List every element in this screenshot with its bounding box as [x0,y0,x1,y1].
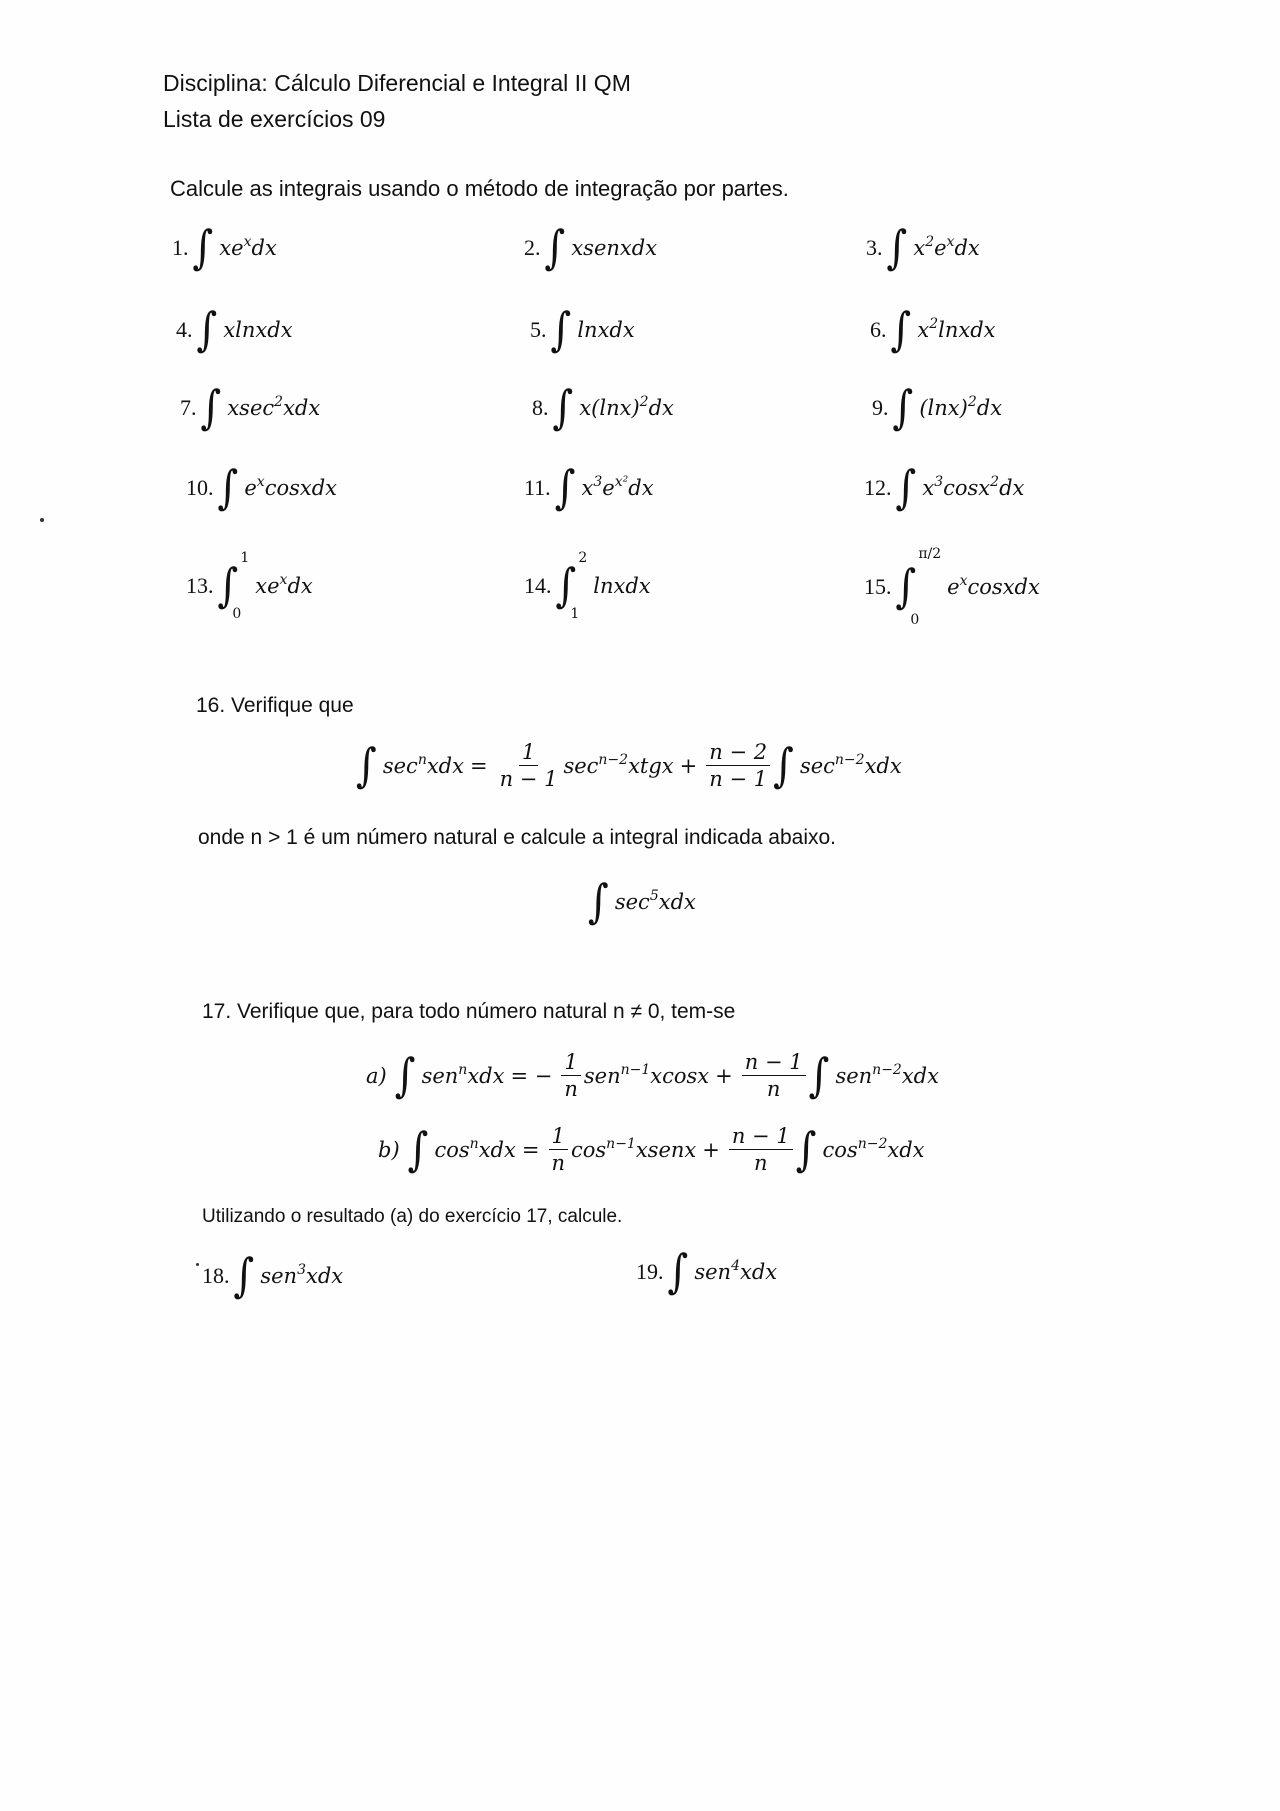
exercise-2 [524,221,658,275]
integral-sign: ∫ [217,461,239,515]
exercise-6 [870,303,996,357]
exercise-number: 2. [524,235,541,260]
integral-sign: ∫ [200,381,222,435]
integrand: xsenxdx [571,236,658,260]
exercise-1 [172,221,277,275]
integral-sign: ∫ [895,461,917,515]
scan-speck [196,1263,199,1266]
integral-sign: ∫ [895,560,917,614]
exercise-4 [176,303,293,357]
integrand: lnxdx [577,318,635,342]
integral-sign: ∫ [890,303,912,357]
integral-limits: π/2 0 [910,546,942,628]
exercise-11 [524,461,654,515]
integral-limits: 1 0 [232,550,250,622]
integral-sign: ∫ [394,1049,416,1102]
ex16-formula: ∫ $\sec^nxdx$ = $\frac{1}{n - 1}$ $\sec^{n-2}xtgx$ + $\frac{n - 2}{n - 1}$ ∫ $\sec^{n-2}xdx$ [356,739,902,792]
fraction: $\frac{1}{n}$ [561,1050,581,1101]
exercise-number: 18. [202,1263,230,1288]
exercise-9 [872,381,1003,435]
fraction: $\frac{n - 2}{n - 1}$ [706,740,770,791]
ex17-title: 17. Verifique que, para todo número natural n ≠ 0, tem-se [202,1000,736,1023]
integrand: $xe^xdx$ [219,234,277,260]
integrand: sen$^4$xdx [694,1258,778,1284]
integrand: lnxdx [593,574,651,598]
integrand: $xe^xdx$ [255,572,313,598]
fraction: $\frac{1}{n - 1}$ [499,740,558,791]
exercise-3 [866,221,980,275]
instruction: Calcule as integrais usando o método de integração por partes. [170,176,789,201]
integrand: $x^2e^xdx$ [913,234,980,260]
exercise-number: 6. [870,317,887,342]
integrand: $\sec^5xdx$ [614,888,696,914]
integral-sign: ∫ [544,221,566,275]
integrand: $x^2lnxdx$ [917,316,996,342]
exercise-number: 11. [524,475,551,500]
exercise-number: 5. [530,317,547,342]
integral-sign: ∫ [892,381,914,435]
integrand: $e^xcosxdx$ [947,573,1040,599]
exercise-number: 13. [186,573,214,598]
integral-limits: 2 1 [570,550,588,622]
integral-sign: ∫ [356,739,377,792]
ex17-note: Utilizando o resultado (a) do exercício 17, calcule. [202,1206,623,1227]
integrand: $x^3\cos x^2dx$ [922,474,1025,500]
item-label: b) [378,1137,400,1162]
exercise-number: 1. [172,235,189,260]
integral-sign: ∫ [886,221,908,275]
integral-sign: ∫ [550,303,572,357]
ex16-integral [588,875,696,929]
exercise-8 [532,381,674,435]
exercise-7 [180,381,321,435]
exercise-number: 12. [864,475,892,500]
exercise-number: 9. [872,395,889,420]
integrand: $x(\ln x)^2dx$ [579,394,674,420]
fraction: $\frac{1}{n}$ [548,1124,568,1175]
exercise-13 [186,550,313,622]
exercise-19 [636,1245,778,1299]
integral-sign: ∫ [773,739,794,792]
exercise-14 [524,550,651,622]
integrand: $e^xcosxdx$ [244,474,337,500]
exercise-number: 19. [636,1259,664,1284]
integral-sign: ∫ [795,1123,817,1176]
exercise-5 [530,303,635,357]
integral-sign: ∫ [192,221,214,275]
exercise-number: 8. [532,395,549,420]
integral-sign: ∫ [554,461,576,515]
fraction: $\frac{n - 1}{n}$ [742,1050,806,1101]
exercise-12 [864,461,1025,515]
ex16-condition: onde n > 1 é um número natural e calcule a integral indicada abaixo. [198,826,836,849]
integrand: xsec$^2$xdx [227,394,321,420]
exercise-number: 10. [186,475,214,500]
header-discipline: Disciplina: Cálculo Diferencial e Integral II QM [163,70,631,96]
exercise-number: 7. [180,395,197,420]
integral-sign: ∫ [808,1049,830,1102]
exercise-number: 14. [524,573,552,598]
exercise-number: 15. [864,574,892,599]
ex17-formula-a: a) ∫ sen$^n$xdx = − $\frac{1}{n}$ sen$^{n-1}$xcosx + $\frac{n - 1}{n}$ ∫ sen$^{n-2}$xdx [366,1049,939,1102]
integrand: $x^3e^{x^2}dx$ [581,474,654,500]
integrand: sen$^3$xdx [260,1262,344,1288]
header-list: Lista de exercícios 09 [163,106,386,132]
exercise-15 [864,546,1040,628]
integral-sign: ∫ [407,1123,429,1176]
integral-sign: ∫ [588,875,609,929]
integral-sign: ∫ [196,303,218,357]
integral-sign: ∫ [233,1249,255,1303]
exercise-18 [202,1249,344,1303]
integral-sign: ∫ [552,381,574,435]
exercise-10 [186,461,337,515]
item-label: a) [366,1063,387,1088]
ex16-title: 16. Verifique que [196,694,354,717]
integral-sign: ∫ [555,559,577,613]
exercise-number: 4. [176,317,193,342]
ex17-formula-b: b) ∫ $\cos^nxdx$ = $\frac{1}{n}$ $\cos^{n-1}xsenx$ + $\frac{n - 1}{n}$ ∫ $\cos^{n-2}xdx$ [378,1123,925,1176]
integral-sign: ∫ [217,559,239,613]
integrand: xlnxdx [223,318,293,342]
integrand: $(\ln x)^2dx$ [919,394,1003,420]
fraction: $\frac{n - 1}{n}$ [729,1124,793,1175]
exercise-number: 3. [866,235,883,260]
scan-speck [40,518,44,522]
integral-sign: ∫ [667,1245,689,1299]
